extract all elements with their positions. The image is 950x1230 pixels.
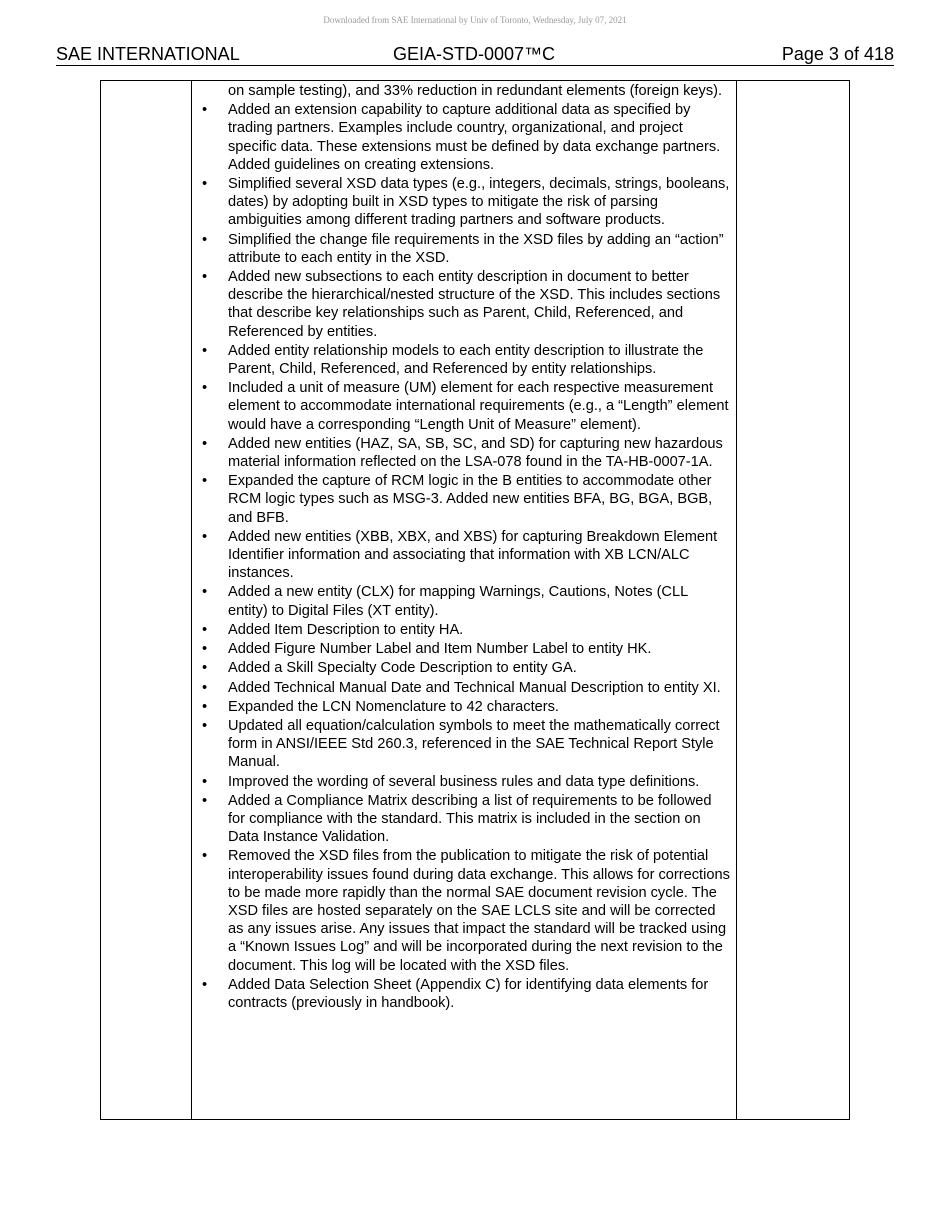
list-item-text: Added new subsections to each entity description in document to better describe the hierarchical/nested structure of the XSD. This includes sections that describe key relationships such as Parent, Child, Referenced, and Referenced by entities. [228, 269, 721, 340]
list-item-text: Added Data Selection Sheet (Appendix C) for identifying data elements for contracts (previously in handbook). [228, 976, 709, 1011]
list-item-text: Expanded the LCN Nomenclature to 42 characters. [228, 698, 559, 715]
header-document-id: GEIA-STD-0007™C [393, 44, 556, 64]
bullet-icon: • [202, 621, 208, 638]
bullet-icon: • [202, 231, 208, 248]
list-item [197, 773, 731, 791]
change-list [197, 101, 731, 1012]
list-item [197, 435, 731, 471]
list-item-text: Added Technical Manual Date and Technical Manual Description to entity XI. [228, 679, 721, 696]
list-item-text: Improved the wording of several business rules and data type definitions. [228, 773, 700, 790]
list-item [197, 698, 731, 716]
list-item [197, 101, 731, 174]
list-item-text: Included a unit of measure (UM) element for each respective measurement element to accommodate international requirements (e.g., a “Length” element would have a corresponding “Length Unit of Measure” element). [228, 380, 729, 433]
list-item-text: Added a new entity (CLX) for mapping Warnings, Cautions, Notes (CLL entity) to Digital Files (XT entity). [228, 584, 688, 619]
bullet-icon: • [202, 435, 208, 452]
list-item [197, 640, 731, 658]
list-item-text: Added a Skill Specialty Code Description to entity GA. [228, 660, 577, 677]
list-item [197, 583, 731, 619]
list-item [197, 659, 731, 677]
list-item-text: Updated all equation/calculation symbols to meet the mathematically correct form in ANSI/IEEE Std 260.3, referenced in the SAE Technical Report Style Manual. [228, 717, 720, 771]
revision-table [100, 80, 850, 1120]
bullet-icon: • [202, 641, 208, 658]
list-item-text: Added an extension capability to capture additional data as specified by trading partners. Examples include country, organizational, and project specific data. These extensions must be defined by data exchange partners. Added guidelines on creating extensions. [228, 102, 721, 173]
list-item-text: Simplified several XSD data types (e.g., integers, decimals, strings, booleans, dates) by adopting built in XSD types to mitigate the risk of parsing ambiguities among different trading partners and software products. [228, 176, 730, 229]
list-item-text: Simplified the change file requirements in the XSD files by adding an “action” attribute to each entity in the XSD. [228, 231, 724, 266]
bullet-icon: • [202, 717, 208, 734]
bullet-icon: • [202, 380, 208, 397]
list-item-text: Added new entities (XBB, XBX, and XBS) for capturing Breakdown Element Identifier information and associating that information with XB LCN/ALC instances. [228, 528, 718, 582]
change-description-cell [197, 82, 731, 1013]
list-item [197, 847, 731, 974]
bullet-icon: • [202, 848, 208, 865]
bullet-icon: • [202, 342, 208, 359]
bullet-icon: • [202, 473, 208, 490]
list-item [197, 231, 731, 267]
list-item-text: Added Item Description to entity HA. [228, 621, 464, 638]
bullet-icon: • [202, 584, 208, 601]
list-item [197, 621, 731, 639]
list-item [197, 175, 731, 230]
header-page-number: Page 3 of 418 [781, 44, 894, 64]
list-item [197, 342, 731, 378]
list-item [197, 379, 731, 434]
list-item [197, 976, 731, 1012]
bullet-icon: • [202, 792, 208, 809]
list-item [197, 717, 731, 772]
list-item-text: Added Figure Number Label and Item Number Label to entity HK. [228, 641, 652, 658]
list-item-text: Added a Compliance Matrix describing a list of requirements to be followed for compliance with the standard. This matrix is included in the section on Data Instance Validation. [228, 792, 712, 846]
list-item [197, 679, 731, 697]
bullet-icon: • [202, 269, 208, 286]
bullet-icon: • [202, 528, 208, 545]
table-column-divider [736, 81, 737, 1119]
header-organization: SAE INTERNATIONAL [56, 44, 240, 64]
bullet-icon: • [202, 102, 208, 119]
bullet-icon: • [202, 176, 208, 193]
list-item [197, 268, 731, 341]
page-header [56, 43, 894, 66]
list-item-text: Added entity relationship models to each entity description to illustrate the Parent, Child, Referenced, and Referenced by entity relationships. [228, 342, 704, 378]
download-watermark: Downloaded from SAE International by Univ of Toronto, Wednesday, July 07, 2021 [323, 15, 627, 25]
table-column-divider [191, 81, 192, 1119]
list-item [197, 528, 731, 583]
bullet-icon: • [202, 976, 208, 993]
list-item-text: Removed the XSD files from the publication to mitigate the risk of potential interoperability issues found during data exchange. This allows for corrections to be made more rapidly than the normal SAE document revision cycle. The XSD files are hosted separately on the SAE LCLS site and will be corrected as any issues arise. Any issues that impact the standard will be tracked using a “Known Issues Log” and will be incorporated during the next revision to the document. This log will be located with the XSD files. [228, 848, 730, 974]
continued-text: on sample testing), and 33% reduction in redundant elements (foreign keys). [228, 83, 723, 99]
list-item-text: Added new entities (HAZ, SA, SB, SC, and SD) for capturing new hazardous material information reflected on the LSA-078 found in the TA-HB-0007-1A. [228, 435, 723, 471]
bullet-icon: • [202, 773, 208, 790]
list-item [197, 792, 731, 847]
bullet-icon: • [202, 698, 208, 715]
bullet-icon: • [202, 660, 208, 677]
bullet-icon: • [202, 679, 208, 696]
list-item [197, 472, 731, 527]
list-item-text: Expanded the capture of RCM logic in the B entities to accommodate other RCM logic types such as MSG-3. Added new entities BFA, BG, BGA, BGB, and BFB. [228, 473, 713, 526]
